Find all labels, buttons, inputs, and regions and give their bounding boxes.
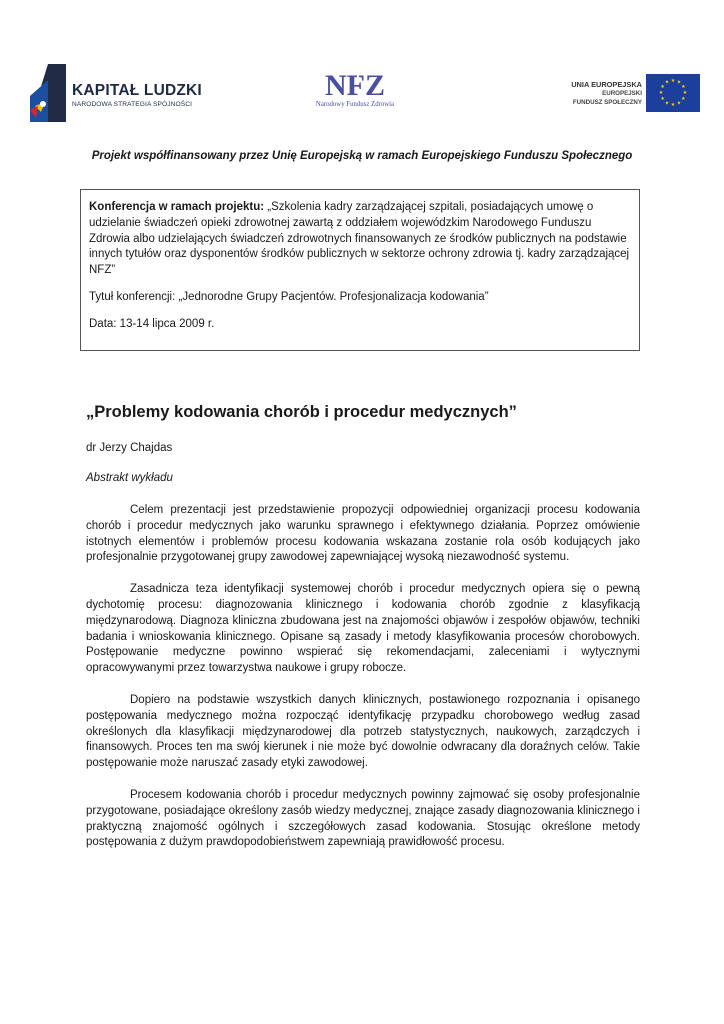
svg-text:★: ★ (664, 100, 670, 107)
svg-text:★: ★ (664, 79, 670, 86)
eu-line1: UNIA EUROPEJSKA (571, 80, 642, 89)
abstract-body (86, 503, 640, 867)
eu-line3: FUNDUSZ SPOŁECZNY (572, 99, 642, 106)
abstract-paragraph: Zasadnicza teza identyfikacji systemowej chorób i procedur medycznych opiera się o pewną dychotomię procesu: diagnozowania klinicznego i kodowania chorób zgodnie z klasyfikacją międzynarodową. Diagnoza kliniczna zbudowana jest na znajomości objawów i zespołów objawów, techniki badania i wnioskowania klinicznego. Opisane są zasady i metody klasyfikowania procesów chorobowych. Postępowanie medyczne powinno wspierać się rekomendacjami, zaleceniami i wytycznymi opracowywanymi przez towarzystwa naukowe i grupy robocze. (86, 583, 640, 675)
kapital-ludzki-emblem-icon (26, 62, 70, 124)
svg-text:★: ★ (670, 78, 676, 84)
lecture-author: dr Jerzy Chajdas (86, 442, 173, 454)
lecture-title: „Problemy kodowania chorób i procedur medycznych” (86, 403, 517, 421)
conference-description (89, 200, 631, 279)
abstract-paragraph: Procesem kodowania chorób i procedur medycznych powinny zajmować się osoby profesjonalnie przygotowane, posiadające określony zasób wiedzy medycznej, znające zasady diagnozowania klinicznego i praktyczną znajomość ogólnych i szczegółowych zasad kodowania. Stosując określone metody postępowania z dużym prawdopodobieństwem zapewniają prawidłowość procesu. (86, 788, 640, 849)
nfz-logo (300, 68, 410, 114)
conference-title-line: Tytuł konferencji: „Jednorodne Grupy Pacjentów. Profesjonalizacja kodowania” (89, 290, 489, 303)
svg-text:★: ★ (681, 84, 686, 90)
conference-info-box (80, 189, 640, 351)
svg-text:★: ★ (681, 96, 686, 102)
svg-text:★: ★ (670, 102, 676, 108)
nfz-mark-text: NFZ (325, 69, 385, 100)
project-funding-line: Projekt współfinansowany przez Unię Europejską w ramach Europejskiego Funduszu Społecznego (91, 150, 633, 162)
svg-text:★: ★ (658, 90, 664, 96)
svg-text:★: ★ (682, 90, 688, 96)
eu-social-fund-logo (560, 74, 700, 114)
svg-text:★: ★ (676, 79, 682, 86)
kapital-ludzki-subtitle: NARODOWA STRATEGIA SPÓJNOŚCI (72, 101, 193, 108)
conference-description-text: „Szkolenia kadry zarządzającej szpitali, posiadających umowę o udzielanie świadczeń opieki zdrowotnej zawartą z oddziałem wojewódzkim Narodowego Funduszu Zdrowia albo udzielających świadczeń zdrowotnych finansowanych ze środków publicznych na podstawie innych tytułów oraz dysponentów środków publicznych w sektorze ochrony zdrowia tj. kadry zarządzającej NFZ” (89, 201, 630, 277)
eu-line2: EUROPEJSKI (602, 90, 642, 97)
conference-date-line: Data: 13-14 lipca 2009 r. (89, 317, 215, 330)
svg-text:★: ★ (676, 100, 682, 107)
conference-label: Konferencja w ramach projektu: (89, 201, 265, 213)
kapital-ludzki-title: KAPITAŁ LUDZKI (72, 82, 202, 99)
eu-text-block (571, 80, 642, 107)
eu-flag-icon (646, 74, 700, 112)
abstract-paragraph: Celem prezentacji jest przedstawienie propozycji odpowiedniej organizacji procesu kodowania chorób i procedur medycznych jako warunku sprawnego i efektywnego działania. Poprzez omówienie istotnych elementów i problemów procesu kodowania wskazana zostanie rola osób kodujących jako profesjonalnie przygotowanej grupy zawodowej zapewniającej wysoką niezawodność systemu. (86, 504, 640, 564)
nfz-wordmark-icon (324, 68, 386, 100)
nfz-subtitle: Narodowy Fundusz Zdrowia (315, 101, 395, 108)
svg-text:★: ★ (660, 84, 665, 90)
kapital-ludzki-logo (26, 62, 216, 124)
abstract-label: Abstrakt wykładu (86, 472, 173, 484)
abstract-paragraph: Dopiero na podstawie wszystkich danych klinicznych, postawionego rozpoznania i opisanego postępowania medycznego można rozpocząć identyfikację przypadku chorobowego według zasad określonych dla klasyfikacji międzynarodowej dla potrzeb statystycznych, naukowych, zarządczych i finansowych. Proces ten ma swój kierunek i nie może być dowolnie odwracany dla doraźnych celów. Takie postępowanie może naruszać zasady etyki zawodowej. (86, 693, 640, 770)
svg-text:★: ★ (660, 96, 665, 102)
